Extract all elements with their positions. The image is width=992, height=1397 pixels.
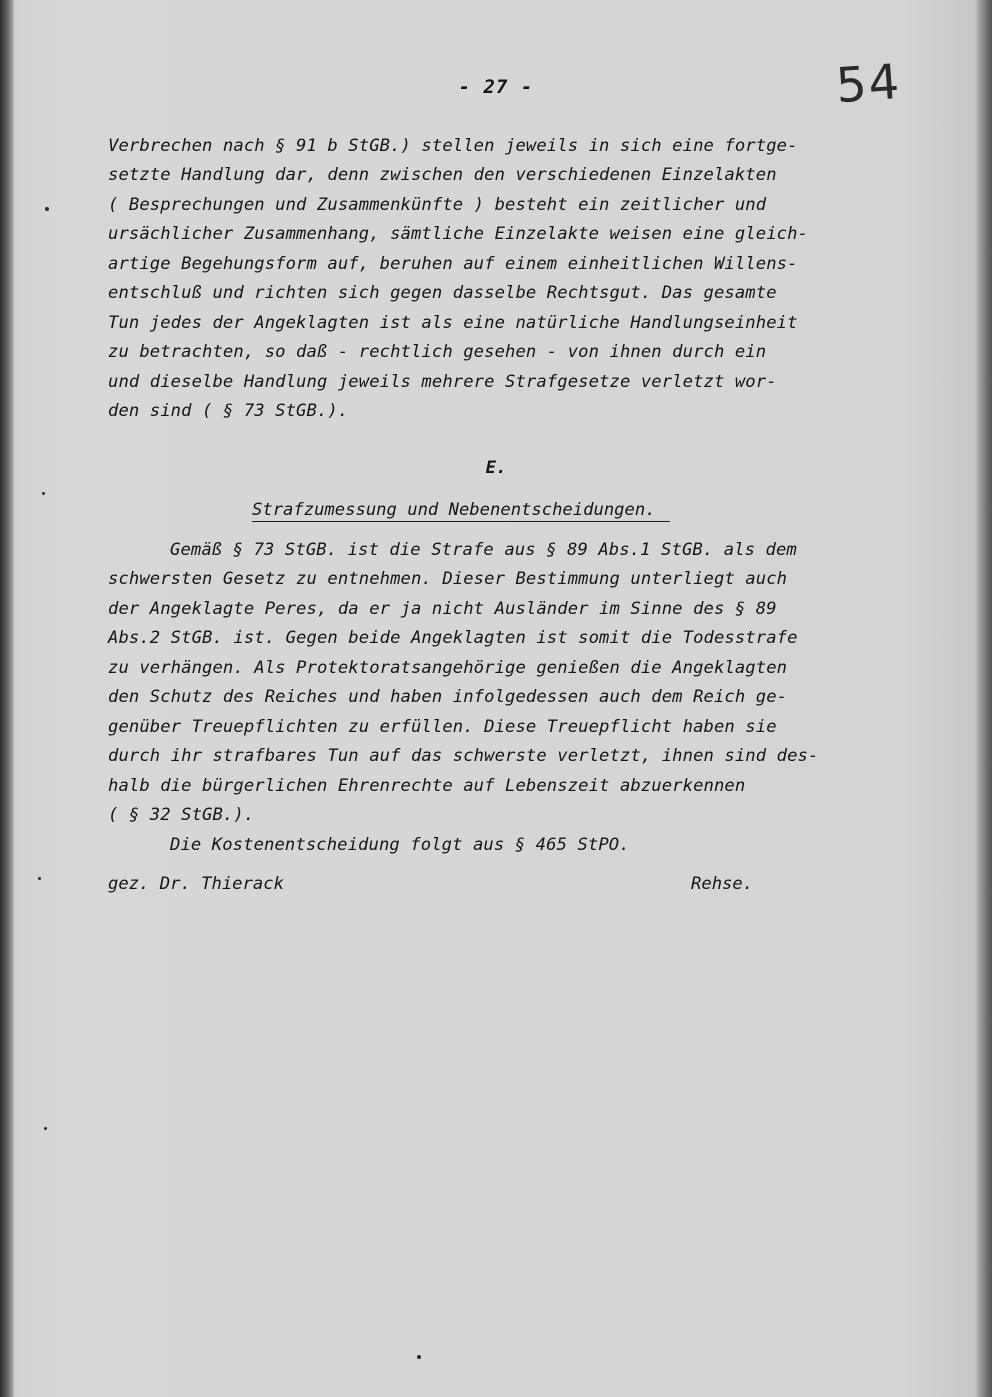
paragraph-2-line: Die Kostenentscheidung folgt aus § 465 StPO. <box>170 835 630 855</box>
paragraph-1-line: Verbrechen nach § 91 b StGB.) stellen jeweils in sich eine fortge- <box>108 136 798 156</box>
section-title: Strafzumessung und Nebenentscheidungen. <box>252 500 670 522</box>
paragraph-2-line: den Schutz des Reiches und haben infolgedessen auch dem Reich ge- <box>108 687 788 707</box>
paragraph-1-line: Tun jedes der Angeklagten ist als eine natürliche Handlungseinheit <box>108 313 798 333</box>
page-edge-shadow <box>974 0 992 1397</box>
paragraph-2-line: genüber Treuepflichten zu erfüllen. Diese Treuepflicht haben sie <box>108 717 777 737</box>
scan-speck <box>417 1355 421 1359</box>
paragraph-1-line: setzte Handlung dar, denn zwischen den verschiedenen Einzelakten <box>108 165 777 185</box>
paragraph-2-line: Gemäß § 73 StGB. ist die Strafe aus § 89 Abs.1 StGB. als dem <box>170 540 797 560</box>
page-number: - 27 - <box>458 76 534 98</box>
paragraph-2-line: ( § 32 StGB.). <box>108 805 255 825</box>
scan-speck <box>42 492 45 495</box>
paragraph-2-line: zu verhängen. Als Protektoratsangehörige genießen die Angeklagten <box>108 658 788 678</box>
paragraph-1-line: den sind ( § 73 StGB.). <box>108 401 349 421</box>
paragraph-2-line: durch ihr strafbares Tun auf das schwerste verletzt, ihnen sind des- <box>108 746 819 766</box>
paragraph-1-line: zu betrachten, so daß - rechtlich gesehen - von ihnen durch ein <box>108 342 767 362</box>
scan-speck <box>45 207 49 211</box>
paragraph-1-line: und dieselbe Handlung jeweils mehrere Strafgesetze verletzt wor- <box>108 372 777 392</box>
section-letter: E. <box>485 458 507 478</box>
signature-rehse: Rehse. <box>691 874 754 894</box>
paragraph-1-line: ursächlicher Zusammenhang, sämtliche Einzelakte weisen eine gleich- <box>108 224 808 244</box>
paragraph-2-line: halb die bürgerlichen Ehrenrechte auf Lebenszeit abzuerkennen <box>108 776 746 796</box>
scan-speck <box>44 1127 47 1130</box>
paragraph-2-line: Abs.2 StGB. ist. Gegen beide Angeklagten ist somit die Todesstrafe <box>108 628 798 648</box>
paragraph-2-line: schwersten Gesetz zu entnehmen. Dieser Bestimmung unterliegt auch <box>108 569 788 589</box>
signature-thierack: gez. Dr. Thierack <box>108 874 284 894</box>
paragraph-1-line: ( Besprechungen und Zusammenkünfte ) besteht ein zeitlicher und <box>108 195 767 215</box>
binding-shadow <box>0 0 14 1397</box>
paragraph-2-line: der Angeklagte Peres, da er ja nicht Ausländer im Sinne des § 89 <box>108 599 777 619</box>
paragraph-1-line: artige Begehungsform auf, beruhen auf einem einheitlichen Willens- <box>108 254 798 274</box>
paragraph-1-line: entschluß und richten sich gegen dasselbe Rechtsgut. Das gesamte <box>108 283 777 303</box>
handwritten-folio-number: 54 <box>834 53 903 115</box>
scan-speck <box>38 877 41 880</box>
